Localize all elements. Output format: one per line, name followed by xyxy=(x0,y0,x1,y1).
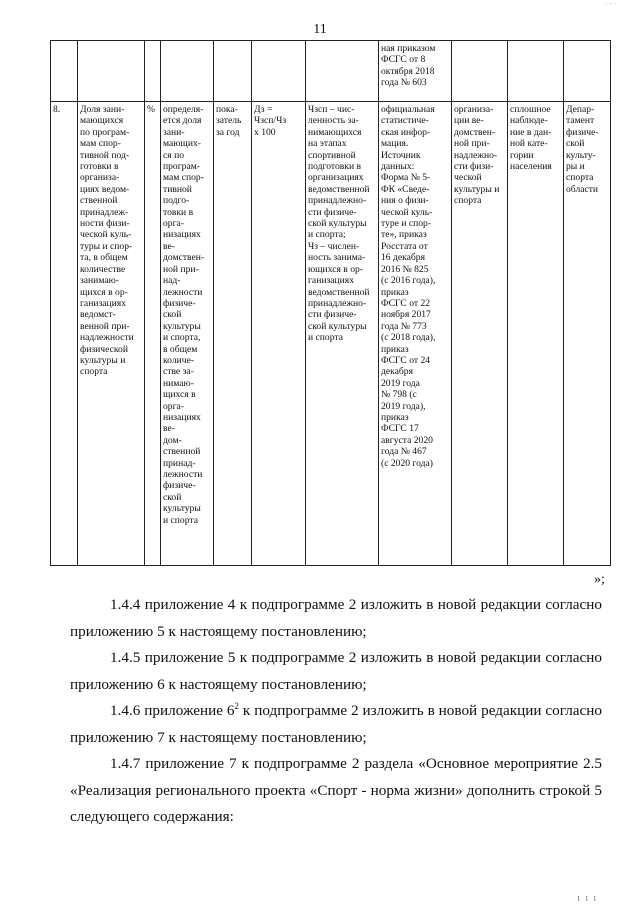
footer-mark: I I I xyxy=(577,895,598,903)
cell-variables: Чзсп – чис- ленность за- нимающихся на этапах спортивной подготовки в организациях ведомственной принадлежно- сти физиче- ской культуры и спорта; Чз – числен- ность занима- ющихся в ор- ганизациях ведомственной принадлежно- сти физиче- ской культуры и спорта xyxy=(306,102,379,566)
table-cell xyxy=(214,41,252,102)
indicator-table xyxy=(50,40,611,566)
paragraph-1-4-7: 1.4.7 приложение 7 к подпрограмме 2 раздела «Основное мероприятие 2.5 «Реализация регионального проекта «Спорт - норма жизни» дополнить строкой 5 следующего содержания: xyxy=(70,755,602,825)
page-number: 11 xyxy=(313,22,327,37)
table-cell xyxy=(51,41,78,102)
table-cell xyxy=(306,41,379,102)
cell-unit: % xyxy=(145,102,161,566)
cell-definition: определя- ется доля зани- мающих- ся по програм- мам спор- тивной подго- товки в орга- низациях ве- домствен- ной при- над- лежности физиче- ской культуры и спорта, в общем количе- стве за- нимаю- щихся в орга- низациях ве- дом- ственной принад- лежности физиче- ской культуры и спорта xyxy=(161,102,214,566)
cell-formula: Дз = Чзсп/Чз х 100 xyxy=(252,102,306,566)
table-cell xyxy=(508,41,564,102)
closing-quote: »; xyxy=(594,572,605,587)
superscript: 2 xyxy=(234,700,239,711)
table-cell-source-continued: ная приказом ФСГС от 8 октября 2018 года № 603 xyxy=(379,41,452,102)
cell-method: сплошное наблюде- ние в дан- ной кате- гории населения xyxy=(508,102,564,566)
paragraph-1-4-5: 1.4.5 приложение 5 к подпрограмме 2 изложить в новой редакции согласно приложению 6 к настоящему постановлению; xyxy=(70,649,602,693)
paragraph-1-4-6 xyxy=(70,698,602,751)
table-cell xyxy=(252,41,306,102)
table-cell xyxy=(145,41,161,102)
cell-row-number: 8. xyxy=(51,102,78,566)
paragraph-1-4-4: 1.4.4 приложение 4 к подпрограмме 2 изложить в новой редакции согласно приложению 5 к настоящему постановлению; xyxy=(70,596,602,640)
body-paragraphs xyxy=(70,592,602,831)
cell-source: официальная статистиче- ская инфор- мация. Источник данных: Форма № 5- ФК «Сведе- ния о физи- ческой куль- туре и спор- те», приказ Росстата от 16 декабря 2016 № 825 (с 2016 года), приказ ФСГС от 22 ноября 2017 года № 773 (с 2018 года), приказ ФСГС от 24 декабря 2019 года № 798 (с 2019 года), приказ ФСГС 17 августа 2020 года № 467 (с 2020 года) xyxy=(379,102,452,566)
cell-responsible: Депар- тамент физиче- ской культу- ры и спорта области xyxy=(564,102,611,566)
table-cell xyxy=(564,41,611,102)
top-corner-mark: · · · xyxy=(605,0,616,8)
cell-unit-of-observation: организа- ции ве- домствен- ной при- надлежно- сти физи- ческой культуры и спорта xyxy=(452,102,508,566)
cell-indicator-name: Доля зани- мающихся по програм- мам спор- тивной под- готовки в организа- циях ведом- ственной принадлеж- ности физи- ческой куль- туры и спор- та, в общем количестве занимаю- щихся в ор- ганизациях ведомст- венной при- надлежности физической культуры и спорта xyxy=(78,102,145,566)
cell-period: пока- затель за год xyxy=(214,102,252,566)
paragraph-1-4-6-pre: 1.4.6 приложение 6 xyxy=(110,702,235,719)
table-cell xyxy=(452,41,508,102)
table-row-previous xyxy=(51,41,611,102)
paragraph-1-4-6-post: к подпрограмме 2 изложить в новой редакции согласно приложению 7 к настоящему постановлению; xyxy=(70,702,602,746)
table-row-indicator-8 xyxy=(51,102,611,566)
table-cell xyxy=(78,41,145,102)
table-cell xyxy=(161,41,214,102)
